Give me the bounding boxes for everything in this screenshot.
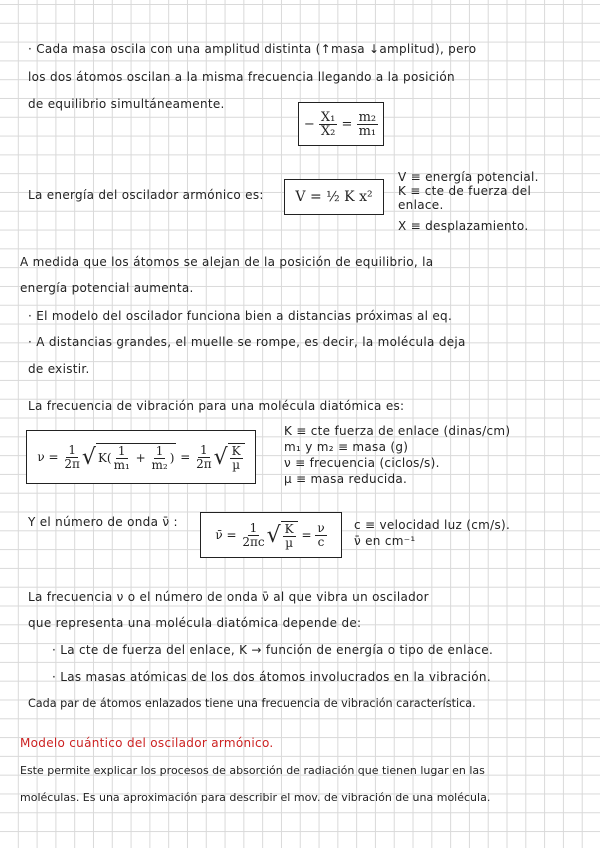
para1-line2: los dos átomos oscilan a la misma frecuencia llegando a la posición bbox=[28, 70, 455, 84]
para2-line1: A medida que los átomos se alejan de la posición de equilibrio, la bbox=[20, 255, 434, 269]
para1-line1: · Cada masa oscila con una amplitud distinta (↑masa ↓amplitud), pero bbox=[28, 42, 477, 56]
eq1-rhs-den: m₁ bbox=[358, 123, 377, 139]
para3-line3: Cada par de átomos enlazados tiene una frecuencia de vibración característica. bbox=[28, 697, 476, 710]
eq1-lhs-num: X₁ bbox=[320, 109, 336, 125]
energy-legend-k: K ≡ cte de fuerza del enlace. bbox=[398, 184, 532, 212]
frequency-formula-box: ν = $\frac{1}{2\pi}$ √ K( $\frac{1}{\text{m₁}}$ + $\frac{1}{\text{m₂}}$ ) = $\frac{1}{2\pi}$ √ $\frac{K}{\text{µ}}$ bbox=[26, 430, 256, 484]
frequency-text: La frecuencia de vibración para una molécula diatómica es: bbox=[28, 399, 405, 413]
freq-legend-m: m₁ y m₂ ≡ masa (g) bbox=[284, 440, 409, 454]
para2-bullet1: · El modelo del oscilador funciona bien a distancias próximas al eq. bbox=[28, 309, 453, 323]
para1-line3: de equilibrio simultáneamente. bbox=[28, 97, 225, 111]
para3-bullet1: · La cte de fuerza del enlace, K → función de energía o tipo de enlace. bbox=[52, 643, 494, 657]
para2-bullet2: · A distancias grandes, el muelle se rompe, es decir, la molécula deja bbox=[28, 335, 466, 349]
freq-legend-k: K ≡ cte fuerza de enlace (dinas/cm) bbox=[284, 424, 511, 438]
para3-bullet2: · Las masas atómicas de los dos átomos involucrados en la vibración. bbox=[52, 670, 491, 684]
section-heading: Modelo cuántico del oscilador armónico. bbox=[20, 736, 274, 750]
para3-line2: que representa una molécula diatómica depende de: bbox=[28, 616, 362, 630]
eq1-rhs-num: m₂ bbox=[358, 109, 377, 125]
energy-legend-v: V ≡ energía potencial. bbox=[398, 170, 539, 184]
wave-legend-nu: ν̄ en cm⁻¹ bbox=[354, 534, 416, 548]
para4-line1: Este permite explicar los procesos de absorción de radiación que tienen lugar en las bbox=[20, 764, 485, 777]
freq-legend-nu: ν ≡ frecuencia (ciclos/s). bbox=[284, 456, 440, 470]
equation-amplitude-ratio: − $\frac{\text{X₁}}{\text{X₂}}$ = $\frac{\text{m₂}}{\text{m₁}}$ bbox=[298, 102, 384, 146]
energy-formula-box bbox=[284, 179, 384, 215]
wave-legend-c: c ≡ velocidad luz (cm/s). bbox=[354, 518, 511, 532]
para2-bullet2-cont: de existir. bbox=[28, 362, 90, 376]
wavenumber-formula-box: ν̄ = $\frac{1}{2\pi c}$ √ $\frac{K}{\text{µ}}$ = $\frac{\nu}{c}$ bbox=[200, 512, 342, 558]
energy-formula: V = ½ K x² bbox=[295, 189, 373, 205]
freq-legend-mu: µ ≡ masa reducida. bbox=[284, 472, 408, 486]
para4-line2: moléculas. Es una aproximación para describir el mov. de vibración de una molécula. bbox=[20, 791, 491, 804]
para3-line1: La frecuencia ν o el número de onda ν̄ al que vibra un oscilador bbox=[28, 590, 429, 604]
eq1-lhs-den: X₂ bbox=[320, 123, 336, 139]
para2-line2: energía potencial aumenta. bbox=[20, 281, 194, 295]
energy-legend-x: X ≡ desplazamiento. bbox=[398, 219, 529, 233]
wavenumber-text: Y el número de onda ν̄ : bbox=[28, 515, 178, 529]
energy-text: La energía del oscilador armónico es: bbox=[28, 188, 264, 202]
